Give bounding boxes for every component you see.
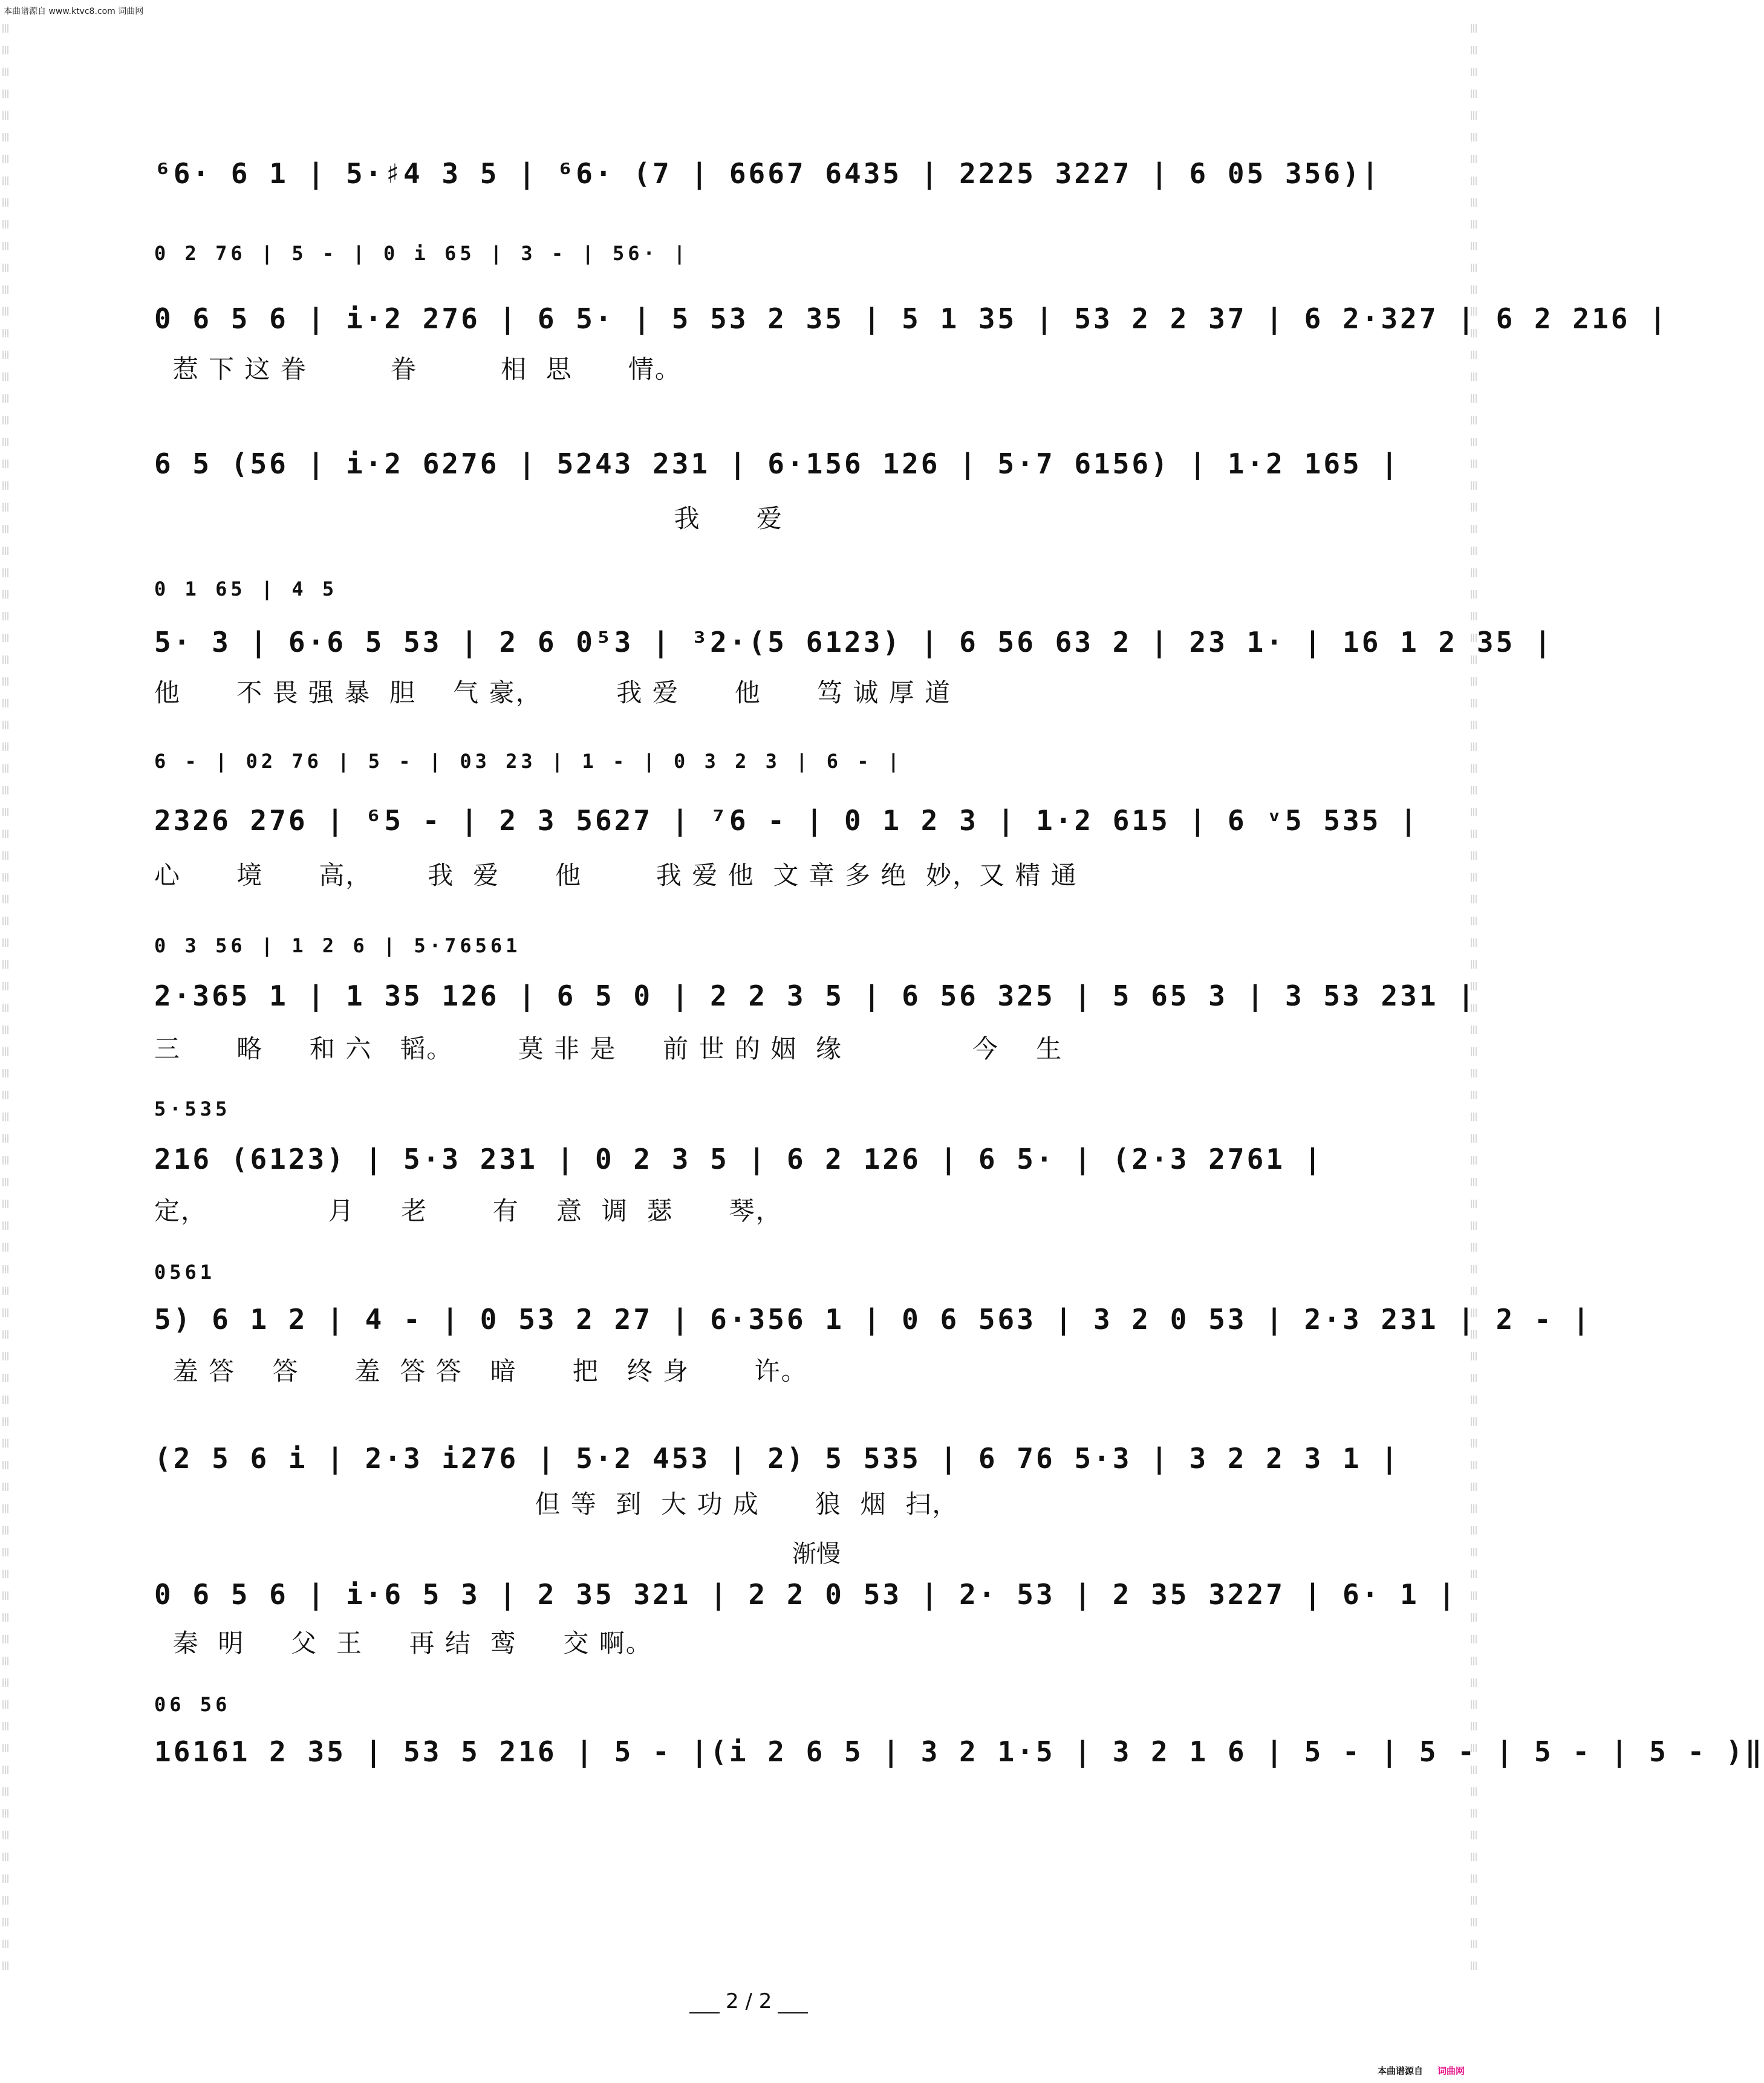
source-footer: [1378, 2064, 1465, 2077]
footer-source-a: 本曲谱源自: [1377, 2065, 1423, 2076]
harmony-line: 0 2 76 | 5 - | 0 i 65 | 3 - | 56· |: [154, 242, 689, 265]
footer-source-b: 词曲网: [1437, 2065, 1465, 2076]
left-watermark-strip: [2, 24, 11, 2059]
lyrics-line: 心 境 高， 我 爱 他 我 爱 他 文 章 多 绝 妙，又 精 通: [154, 860, 1078, 890]
notation-line: 6 5 (56 | i·2 6276 | 5243 231 | 6·156 126 | 5·7 6156) | 1·2 165 |: [154, 447, 1401, 480]
harmony-line: 0 1 65 | 4 5: [154, 577, 338, 600]
tempo-marking: 渐慢: [792, 1540, 841, 1568]
notation-line: ⁶6· 6 1 | 5·♯4 3 5 | ⁶6· (7 | 6667 6435 | 2225 3227 | 6 05 356)|: [154, 157, 1381, 190]
lyrics-line: 他 不 畏 强 暴 胆 气 豪， 我 爱 他 笃 诚 厚 道: [154, 678, 952, 707]
lyrics-line: 羞 答 答 羞 答 答 暗 把 终 身 许。: [154, 1356, 808, 1386]
harmony-line: 0561: [154, 1261, 216, 1284]
notation-line: 0 6 5 6 | i·2 276 | 6 5· | 5 53 2 35 | 5 1 35 | 53 2 2 37 | 6 2·327 | 6 2 216 |: [154, 302, 1668, 335]
lyrics-line: 定， 月 老 有 意 调 瑟 琴，: [154, 1196, 783, 1226]
harmony-line: 06 56: [154, 1693, 231, 1716]
lyrics-line: 三 略 和 六 韬。 莫 非 是 前 世 的 姻 缘 今 生: [154, 1034, 1063, 1064]
notation-line: (2 5 6 i | 2·3 i276 | 5·2 453 | 2) 5 535 | 6 76 5·3 | 3 2 2 3 1 |: [154, 1442, 1401, 1475]
source-header: 本曲谱源自 www.ktvc8.com 词曲网: [4, 7, 144, 16]
lyrics-line: 但 等 到 大 功 成 狼 烟 扫，: [154, 1489, 959, 1519]
notation-line: 2326 276 | ⁶5 - | 2 3 5627 | ⁷6 - | 0 1 2 3 | 1·2 615 | 6 ᵛ5 535 |: [154, 804, 1419, 837]
harmony-line: 5·535: [154, 1097, 231, 1120]
notation-line: 5) 6 1 2 | 4 - | 0 53 2 27 | 6·356 1 | 0 6 563 | 3 2 0 53 | 2·3 231 | 2 - |: [154, 1303, 1592, 1336]
lyrics-line: 惹 下 这 眷 眷 相 思 情。: [154, 354, 682, 384]
notation-line: 216 (6123) | 5·3 231 | 0 2 3 5 | 6 2 126 | 6 5· | (2·3 2761 |: [154, 1143, 1324, 1175]
notation-line: 16161 2 35 | 53 5 216 | 5 - |(i 2 6 5 | 3 2 1·5 | 3 2 1 6 | 5 - | 5 - | 5 - | 5 - )‖: [154, 1735, 1764, 1768]
harmony-line: 6 - | 02 76 | 5 - | 03 23 | 1 - | 0 3 2 3 | 6 - |: [154, 750, 903, 773]
page-number: 2 / 2: [683, 1989, 814, 2013]
harmony-line: 0 3 56 | 1 2 6 | 5·76561: [154, 934, 521, 957]
notation-line: 5· 3 | 6·6 5 53 | 2 6 0⁵3 | ³2·(5 6123) | 6 56 63 2 | 23 1· | 16 1 2 35 |: [154, 626, 1554, 658]
lyrics-line: 秦 明 父 王 再 结 鸾 交 啊。: [154, 1628, 653, 1658]
notation-line: 0 6 5 6 | i·6 5 3 | 2 35 321 | 2 2 0 53 | 2· 53 | 2 35 3227 | 6· 1 |: [154, 1578, 1458, 1611]
notation-line: 2·365 1 | 1 35 126 | 6 5 0 | 2 2 3 5 | 6 56 325 | 5 65 3 | 3 53 231 |: [154, 980, 1477, 1012]
lyrics-line: 我 爱: [154, 504, 783, 533]
